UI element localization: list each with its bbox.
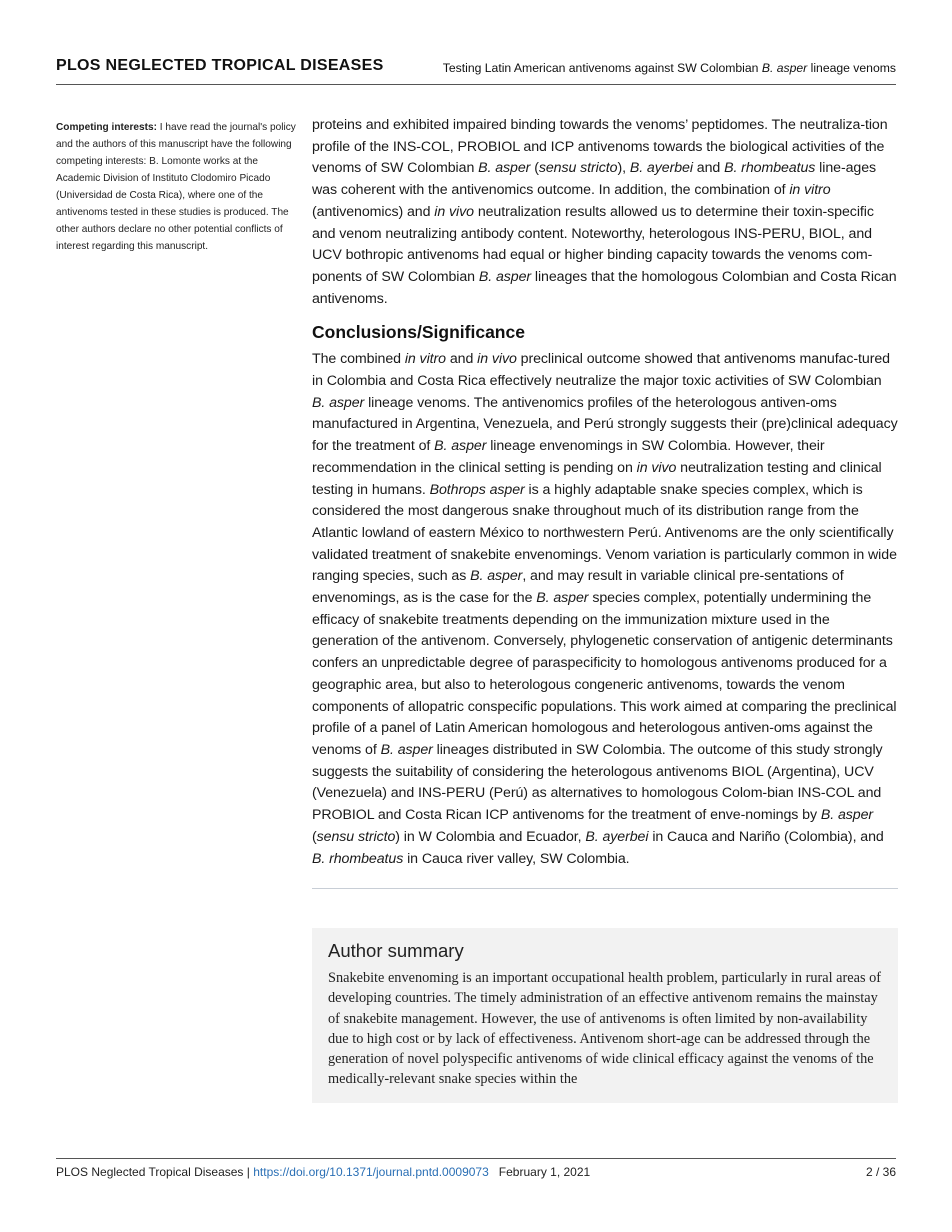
italic-term: B. asper <box>470 568 523 585</box>
doi-link[interactable]: https://doi.org/10.1371/journal.pntd.0009073 <box>253 1165 489 1179</box>
abstract-paragraph <box>312 115 898 310</box>
text-run: lineages that the homologous Colombian and Costa Rican antivenoms. <box>312 268 897 307</box>
italic-term: sensu stricto <box>538 160 618 177</box>
conclusions-paragraph <box>312 349 898 870</box>
page-number: 2 / 36 <box>865 1165 896 1179</box>
footer-divider <box>56 1158 896 1159</box>
text-run: and <box>445 351 478 368</box>
text-run: neutralization results allowed us to determine their toxin-specific and venom neutralizing antibody content. Noteworthy, heterologous INS-PERU, BIOL, and UCV bothropic antivenoms had equal or higher binding capacity towards the venoms com-ponents of SW Colombian <box>312 203 874 285</box>
competing-interests-text: I have read the journal's policy and the authors of this manuscript have the following competing interests: B. Lomonte works at the Academic Division of Instituto Clodomiro Picado (Universidad de Costa Rica), where one of the antivenoms tested in these studies is produced. The other authors declare no other potential conflicts of interest regarding this manuscript. <box>56 122 296 252</box>
text-run: line-ages was coherent with the antivenomics outcome. In addition, the combination of <box>312 160 877 199</box>
text-run: preclinical outcome showed that antivenoms manufac-tured in Colombia and Costa Rica effectively neutralize the major toxic activities of SW Colombian <box>312 351 890 390</box>
italic-term: in vivo <box>636 459 677 476</box>
italic-term: B. ayerbei <box>585 828 649 845</box>
text-run: ( <box>530 160 539 177</box>
publication-date: February 1, 2021 <box>498 1165 591 1179</box>
text-run: , and may result in variable clinical pre-sentations of envenomings, as is the case for the <box>312 568 844 607</box>
text-run: ( <box>312 828 317 845</box>
conclusions-heading: Conclusions/Significance <box>312 322 525 343</box>
italic-term: in vitro <box>404 351 446 368</box>
competing-interests-note <box>56 119 296 255</box>
section-divider <box>312 888 898 889</box>
italic-term: B. asper <box>536 590 589 607</box>
author-summary-title: Author summary <box>328 940 464 961</box>
running-title-prefix: Testing Latin American antivenoms against SW Colombian <box>442 61 762 75</box>
text-run: lineage venoms. The antivenomics profiles of the heterologous antiven-oms manufactured in Argentina, Venezuela, and Perú strongly suggests their (pre)clinical adequacy for the treatment of <box>312 394 898 455</box>
competing-interests-label: Competing interests: <box>56 122 157 133</box>
author-summary-text: Snakebite envenoming is an important occupational health problem, particularly in rural areas of developing countries. The timely administration of an effective antivenom remains the mainstay of snakebite management. However, the use of antivenoms is often limited by non-availability due to high cost or by lack of effectiveness. Antivenom short-age can be addressed through the generation of novel polyspecific antivenoms of wide clinical efficacy against the venoms of the medically-relevant snake species within the <box>328 970 882 1088</box>
italic-term: Bothrops asper <box>429 481 525 498</box>
text-run: The combined <box>312 351 405 368</box>
italic-term: in vivo <box>434 203 474 220</box>
text-run: lineage envenomings in SW Colombia. However, their recommendation in the clinical setting is pending on <box>312 438 825 476</box>
text-run: ), <box>617 160 630 177</box>
italic-term: B. asper <box>478 268 532 285</box>
running-title-suffix: lineage venoms <box>807 61 896 75</box>
running-title-species: B. asper <box>761 61 808 75</box>
italic-term: B. rhombeatus <box>724 160 816 177</box>
author-summary-box <box>312 928 898 1103</box>
italic-term: B. rhombeatus <box>312 850 404 867</box>
main-column <box>312 115 898 870</box>
footer <box>56 1165 590 1179</box>
journal-header: PLOS NEGLECTED TROPICAL DISEASES <box>56 57 384 74</box>
text-run: in Cauca river valley, SW Colombia. <box>403 850 630 867</box>
text-run: is a highly adaptable snake species complex, which is considered the most dangerous snake throughout much of its distribution range from the Atlantic lowland of eastern México to northwestern Perú. Antivenoms are the only scientifically validated treatment of snakebite envenomings. Venom variation is particularly common in wide ranging species, such as <box>312 481 897 585</box>
footer-journal: PLOS Neglected Tropical Diseases <box>56 1165 244 1179</box>
italic-term: B. asper <box>478 160 531 177</box>
italic-term: B. asper <box>312 394 365 411</box>
italic-term: in vitro <box>789 182 831 199</box>
text-run: species complex, potentially undermining the efficacy of snakebite treatments depending on the immunization mixture used in the generation of the antivenom. Conversely, phylogenetic conservation of antigenic determinants confers an unpredictable degree of paraspecificity to homologous antivenoms produced for a geographic area, but also to heterologous congeneric antivenoms, towards the venom components of allopatric conspecific populations. This work aimed at comparing the preclinical profile of a panel of Latin American homologous and heterologous antiven-oms against the venoms of <box>312 590 897 758</box>
text-run: proteins and exhibited impaired binding towards the venoms’ peptidomes. The neutraliza-tion profile of the INS-COL, PROBIOL and ICP antivenoms towards the biological activities of the venoms of SW Colombian <box>312 117 888 177</box>
italic-term: sensu stricto <box>316 828 396 845</box>
running-title <box>443 61 896 75</box>
text-run: neutralization testing and clinical testing in humans. <box>312 459 882 498</box>
italic-term: B. ayerbei <box>629 160 693 177</box>
italic-term: in vivo <box>477 351 517 368</box>
italic-term: B. asper <box>820 807 874 824</box>
text-run: (antivenomics) and <box>312 203 435 220</box>
italic-term: B. asper <box>380 741 433 758</box>
text-run: and <box>692 160 725 177</box>
text-run: in Cauca and Nariño (Colombia), and <box>648 828 884 845</box>
text-run: lineages distributed in SW Colombia. The outcome of this study strongly suggests the suitability of considering the heterologous antivenoms BIOL (Argentina), UCV (Venezuela) and INS-PERU (Perú) as alternatives to homologous Colom-bian INS-COL and PROBIOL and Costa Rican ICP antivenoms for the treatment of enve-nomings by <box>312 741 883 824</box>
header-divider <box>56 84 896 85</box>
italic-term: B. asper <box>434 438 487 455</box>
footer-separator: | <box>246 1165 250 1179</box>
text-run: ) in W Colombia and Ecuador, <box>395 828 586 845</box>
